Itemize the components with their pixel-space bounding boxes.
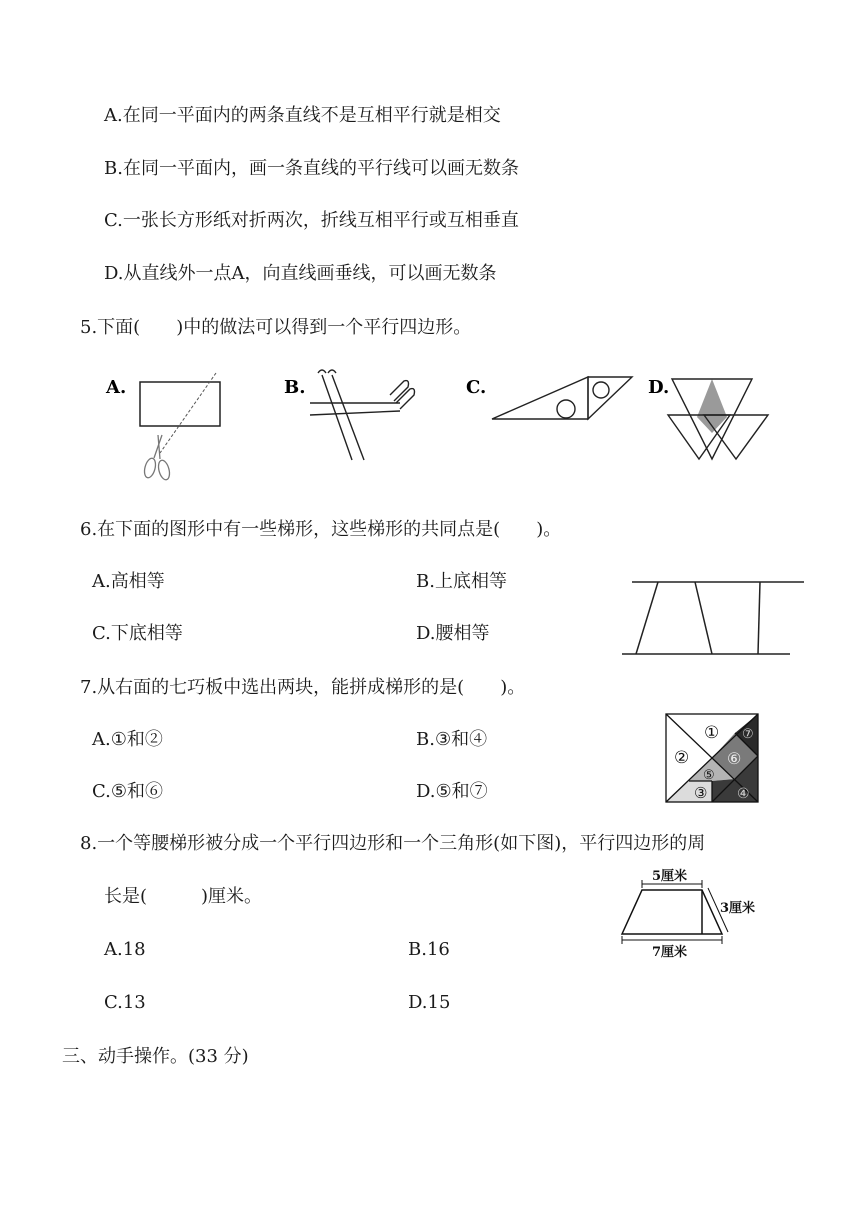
q4-option-d: D.从直线外一点A，向直线画垂线，可以画无数条	[104, 263, 497, 284]
trapezoid-side-length: 3厘米	[720, 901, 756, 916]
q7-option-c: C.⑤和⑥	[92, 781, 163, 802]
q5-figure-label-a: A.	[106, 377, 127, 398]
trapezoid-top-length: 5厘米	[652, 869, 688, 884]
q8-option-c: C.13	[104, 992, 146, 1013]
q7-stem: 7.从右面的七巧板中选出两块，能拼成梯形的是( )。	[80, 677, 526, 698]
q5-figures	[100, 365, 780, 490]
q5-figure-label-b: B.	[284, 377, 306, 398]
q4-option-b: B.在同一平面内，画一条直线的平行线可以画无数条	[104, 158, 519, 179]
trapezoid-bottom-length: 7厘米	[652, 945, 688, 960]
q7-option-b: B.③和④	[416, 729, 488, 750]
trapezoids-between-parallel-lines-figure	[620, 576, 810, 660]
q8-stem-line2: 长是( )厘米。	[104, 886, 263, 907]
q6-option-a: A.高相等	[92, 571, 165, 592]
tangram-label-3: ③	[694, 784, 708, 802]
q5-figure-label-c: C.	[466, 377, 487, 398]
q8-option-d: D.15	[408, 992, 451, 1013]
q8-option-b: B.16	[408, 939, 450, 960]
q6-stem: 6.在下面的图形中有一些梯形，这些梯形的共同点是( )。	[80, 519, 562, 540]
q8-option-a: A.18	[104, 939, 146, 960]
q7-option-d: D.⑤和⑦	[416, 781, 488, 802]
tangram-label-4: ④	[737, 786, 750, 802]
tangram-figure	[664, 712, 762, 804]
q7-option-a: A.①和②	[92, 729, 163, 750]
q4-option-a: A.在同一平面内的两条直线不是互相平行就是相交	[104, 105, 501, 126]
parallel-lines-figure	[310, 370, 415, 460]
q5-stem: 5.下面( )中的做法可以得到一个平行四边形。	[80, 317, 472, 338]
section-3-title: 三、动手操作。(33 分)	[62, 1046, 249, 1067]
q6-option-d: D.腰相等	[416, 623, 490, 644]
tangram-label-7: ⑦	[742, 727, 754, 742]
isosceles-trapezoid-figure	[612, 866, 768, 960]
tangram-label-5: ⑤	[703, 768, 715, 783]
q5-figure-label-d: D.	[648, 377, 670, 398]
q6-option-c: C.下底相等	[92, 623, 183, 644]
overlapping-triangles-figure	[668, 379, 768, 459]
tangram-label-6: ⑥	[727, 749, 742, 768]
scissors-cut-rectangle-figure	[140, 373, 220, 481]
tangram-label-2: ②	[674, 748, 690, 768]
tangram-label-1: ①	[704, 723, 720, 743]
q8-stem-line1: 8.一个等腰梯形被分成一个平行四边形和一个三角形(如下图)，平行四边形的周	[80, 833, 706, 854]
two-triangles-figure	[492, 377, 632, 419]
q4-option-c: C.一张长方形纸对折两次，折线互相平行或互相垂直	[104, 210, 519, 231]
q6-option-b: B.上底相等	[416, 571, 507, 592]
